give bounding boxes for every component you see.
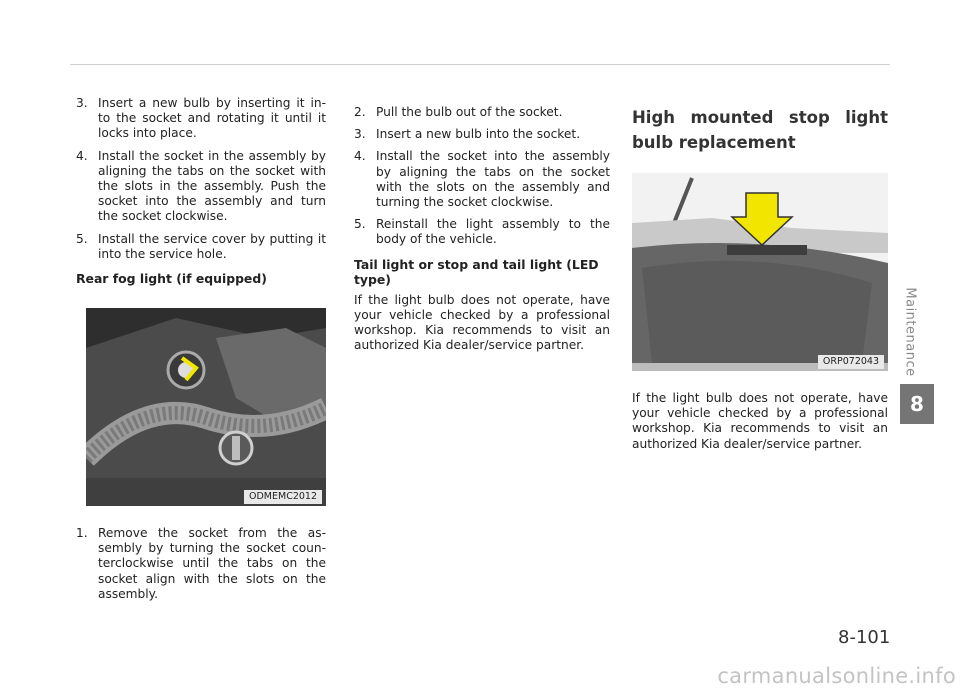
figure-code: ODMEMC2012 <box>244 490 322 504</box>
step-text: Remove the socket from the as- sembly by turning the socket coun- terclockwise until the tabs on the socket align with the slots on the assembly. <box>98 526 326 601</box>
step-number: 5. <box>354 217 366 232</box>
step-text: Install the service cover by putting it into the service hole. <box>98 231 326 261</box>
step-number: 3. <box>354 127 366 142</box>
step-item <box>354 105 610 120</box>
step-number: 5. <box>76 231 88 246</box>
step-item <box>76 232 326 262</box>
fog-light-illustration <box>86 308 326 506</box>
watermark: carmanualsonline.info <box>717 664 956 688</box>
step-text: Install the socket in the assembly by aligning the tabs on the socket with the slots in the assembly. Push the socket into the assembly and turn the socket clockwise. <box>98 148 326 224</box>
section-subheading: Tail light or stop and tail light (LED type) <box>354 256 599 287</box>
section-heading: High mounted stop light bulb replacement <box>632 108 888 152</box>
figure-code: ORP072043 <box>818 355 884 369</box>
step-text: Reinstall the light assembly to the body of the vehicle. <box>376 217 610 247</box>
step-item <box>76 96 326 142</box>
fog-light-figure <box>86 308 326 506</box>
step-number: 3. <box>76 96 88 110</box>
body-paragraph: If the light bulb does not operate, have your vehicle checked by a professional workshop. Kia recommends to visit an authorized Kia dealer/service partner. <box>632 391 888 451</box>
sidebar-label-text: Maintenance <box>902 287 918 377</box>
stop-light-figure <box>632 173 888 371</box>
body-paragraph: If the light bulb does not operate, have your vehicle checked by a professional workshop. Kia recommends to visit an authorized Kia dealer/service partner. <box>354 292 610 353</box>
step-item <box>76 526 326 602</box>
chapter-tab: 8 <box>900 384 934 424</box>
step-item <box>354 149 610 210</box>
step-number: 4. <box>76 148 88 163</box>
section-subheading: Rear fog light (if equipped) <box>76 271 267 287</box>
step-item <box>76 149 326 225</box>
step-number: 1. <box>76 526 88 541</box>
step-number: 2. <box>354 105 366 119</box>
step-text: Pull the bulb out of the socket. <box>376 105 563 119</box>
step-text: Install the socket into the assembly by aligning the tabs on the socket with the slots on the assembly and turning the socket clockwise. <box>376 149 610 210</box>
stop-light-illustration <box>632 173 888 371</box>
sidebar-section-label <box>900 282 920 382</box>
step-item <box>354 217 610 247</box>
page-number: 8-101 <box>838 627 891 648</box>
step-text: Insert a new bulb into the socket. <box>376 127 581 142</box>
header-rule <box>70 64 890 65</box>
step-item <box>354 127 610 142</box>
column-left <box>76 96 326 609</box>
step-number: 4. <box>354 149 366 164</box>
step-text: Insert a new bulb by inserting it in- to the socket and rotating it until it locks into place. <box>98 96 326 141</box>
column-middle <box>354 105 610 353</box>
column-right <box>632 105 888 452</box>
